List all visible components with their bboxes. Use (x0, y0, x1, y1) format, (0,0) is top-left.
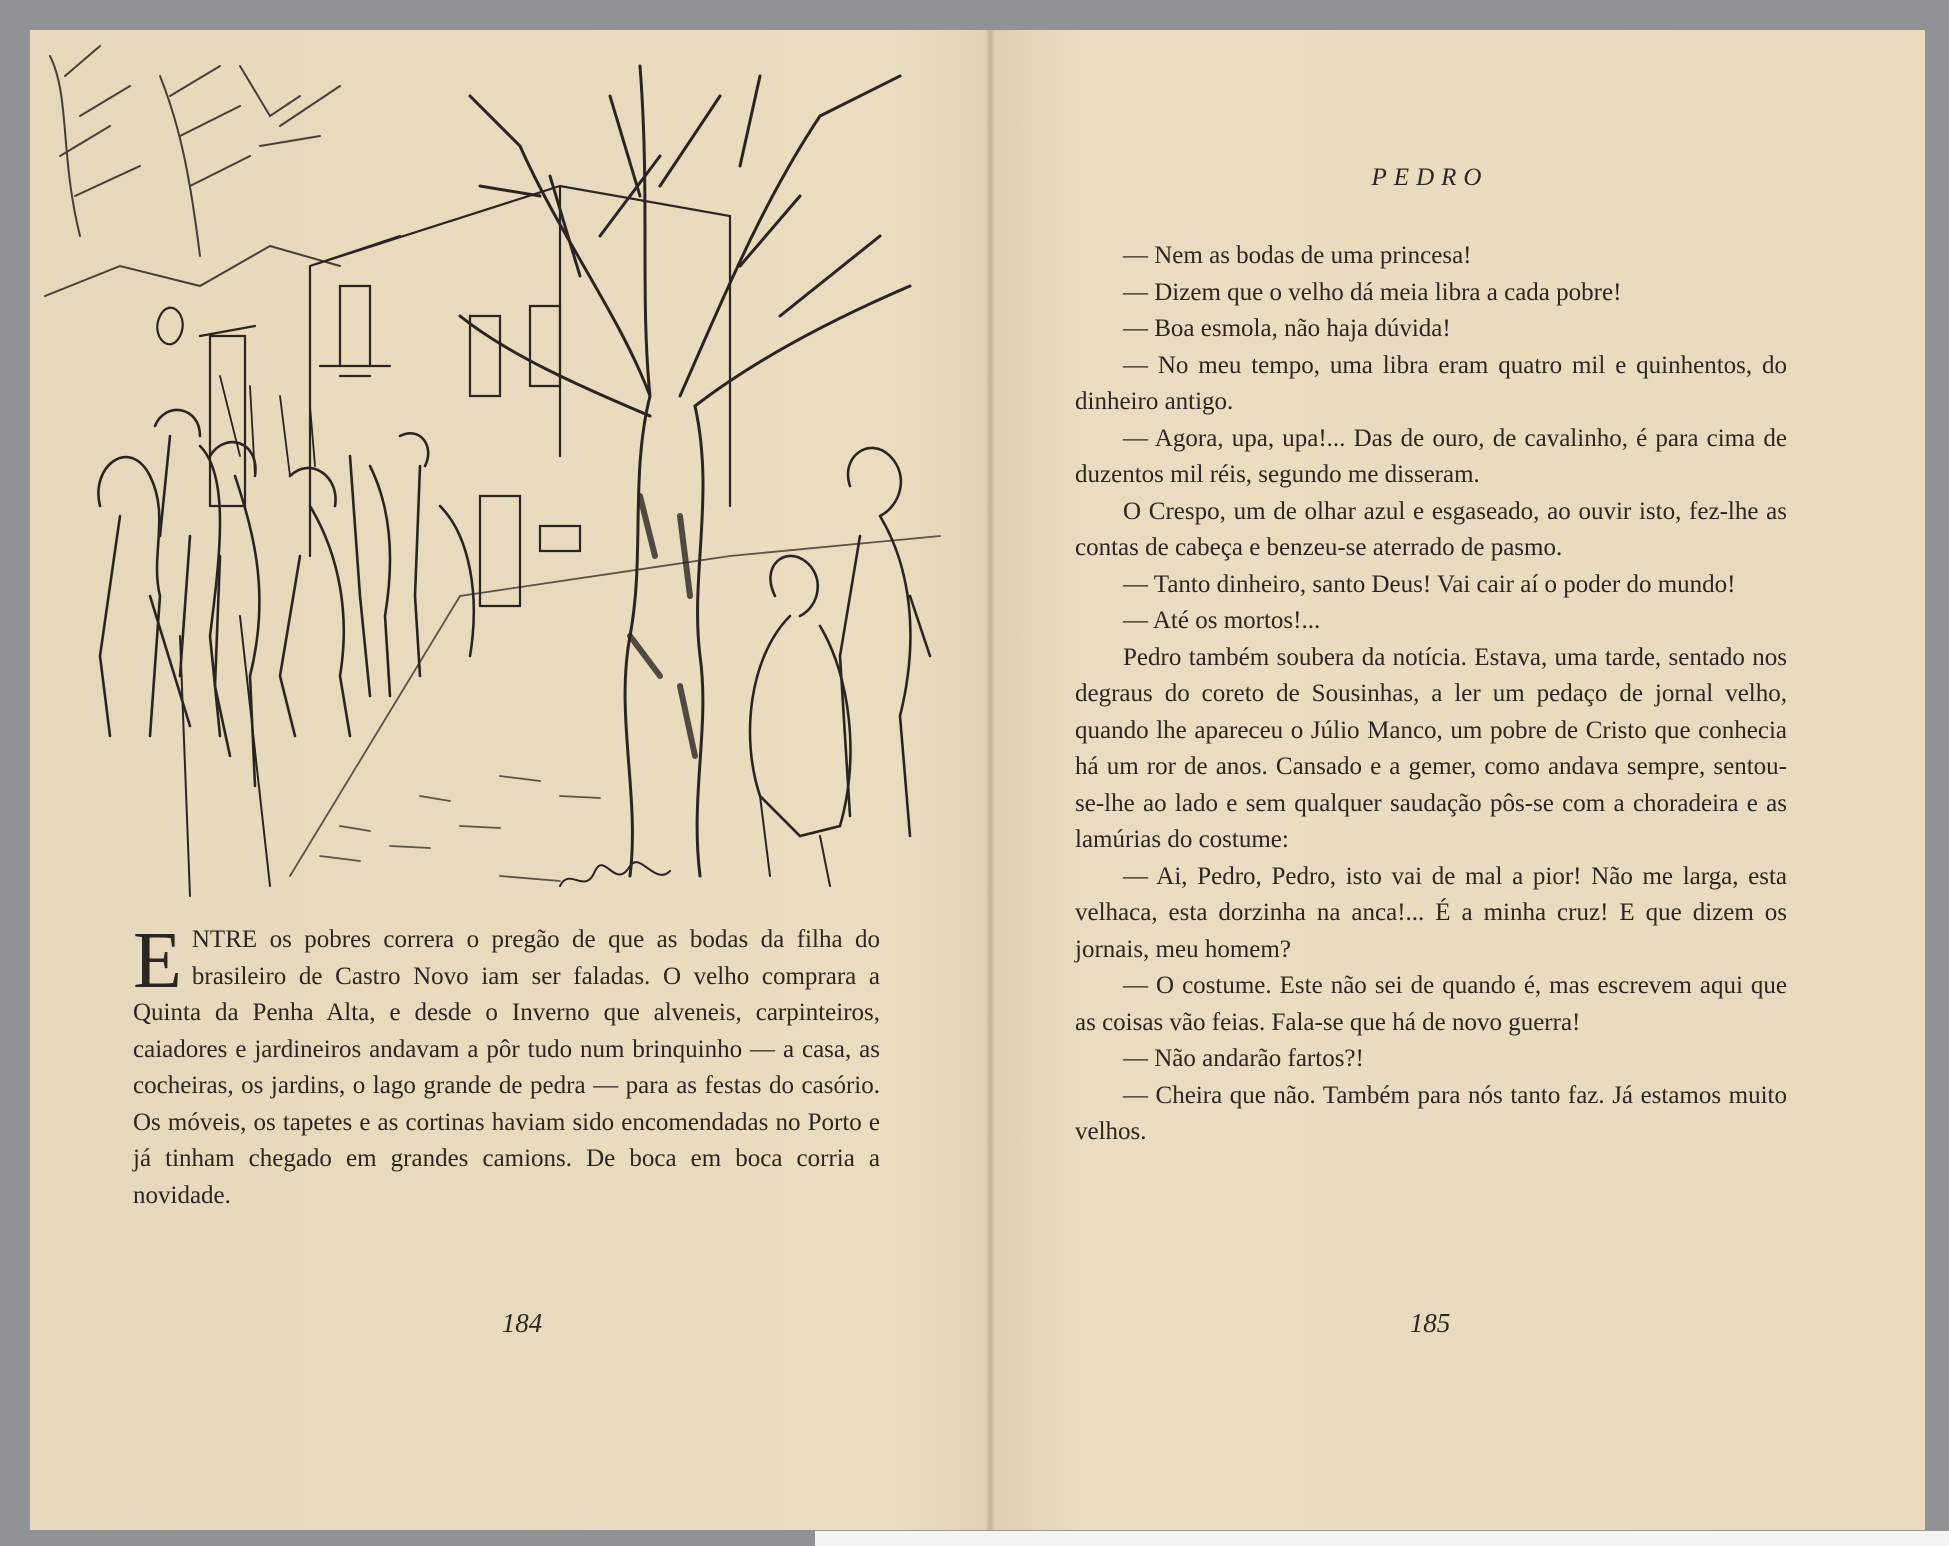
ink-illustration (40, 36, 945, 906)
paragraph: — Dizem que o velho dá meia libra a cada pobre! (1123, 278, 1622, 306)
paragraph: — Agora, upa, upa!... Das de ouro, de cavalinho, é para cima de duzentos mil réis, segundo me disseram. (1075, 424, 1787, 488)
paragraph: — O costume. Este não sei de quando é, mas escrevem aqui que as coisas vão feias. Fala-se que há de novo guerra! (1075, 972, 1787, 1036)
page-number-right: 185 (1409, 1308, 1451, 1338)
paragraph: — Até os mortos!... (1123, 607, 1321, 634)
drop-cap: E (133, 917, 182, 1005)
paragraph: — Nem as bodas de uma princesa! (1123, 242, 1472, 269)
paragraph: — Cheira que não. Também para nós tanto faz. Já estamos muito velhos. (1075, 1081, 1787, 1145)
paragraph: — Boa esmola, não haja dúvida! (1123, 315, 1451, 342)
running-head: PEDRO (1371, 164, 1489, 191)
scan-edge-strip (815, 1530, 1949, 1546)
opening-paragraph: NTRE os pobres correra o pregão de que as bodas da filha do brasileiro de Castro Novo iam ser faladas. O velho comprara a Quinta da Penha Alta, e desde o Inverno que alveneis, carpinteiros, caiadores e jardineiros andavam a pôr tudo num brinquinho — a casa, as cocheiras, os jardins, o lago grande de pedra — para as festas do casório. Os móveis, os tapetes e as cortinas haviam sido encomendadas no Porto e já tinham chegado em grandes camions. De boca em boca corria a novidade. (133, 926, 880, 1209)
paragraph: Pedro também soubera da notícia. Estava, uma tarde, sentado nos degraus do coreto de Sousinhas, a ler um pedaço de jornal velho, quando lhe apareceu o Júlio Manco, um pobre de Cristo que conhecia há um ror de anos. Cansado e a gemer, como andava sempre, sentou-se-lhe ao lado e sem qualquer saudação pôs-se com a choradeira e as lamúrias do costume: (1075, 643, 1787, 853)
paragraph: — Ai, Pedro, Pedro, isto vai de mal a pior! Não me larga, esta velhaca, esta dorzinha na anca!... É a minha cruz! E que dizem os jornais, meu homem? (1075, 862, 1787, 963)
left-body-text (133, 917, 880, 1214)
gutter-fold (985, 30, 995, 1530)
paragraph: O Crespo, um de olhar azul e esgaseado, ao ouvir isto, fez-lhe as contas de cabeça e benzeu-se aterrado de pasmo. (1075, 497, 1787, 561)
paragraph: — Não andarão fartos?! (1123, 1045, 1364, 1072)
paragraph: — No meu tempo, uma libra eram quatro mil e quinhentos, do dinheiro antigo. (1075, 351, 1787, 415)
paragraph: — Tanto dinheiro, santo Deus! Vai cair aí o poder do mundo! (1123, 570, 1736, 598)
right-body-text (1075, 238, 1787, 1151)
page-number-left: 184 (501, 1308, 543, 1338)
